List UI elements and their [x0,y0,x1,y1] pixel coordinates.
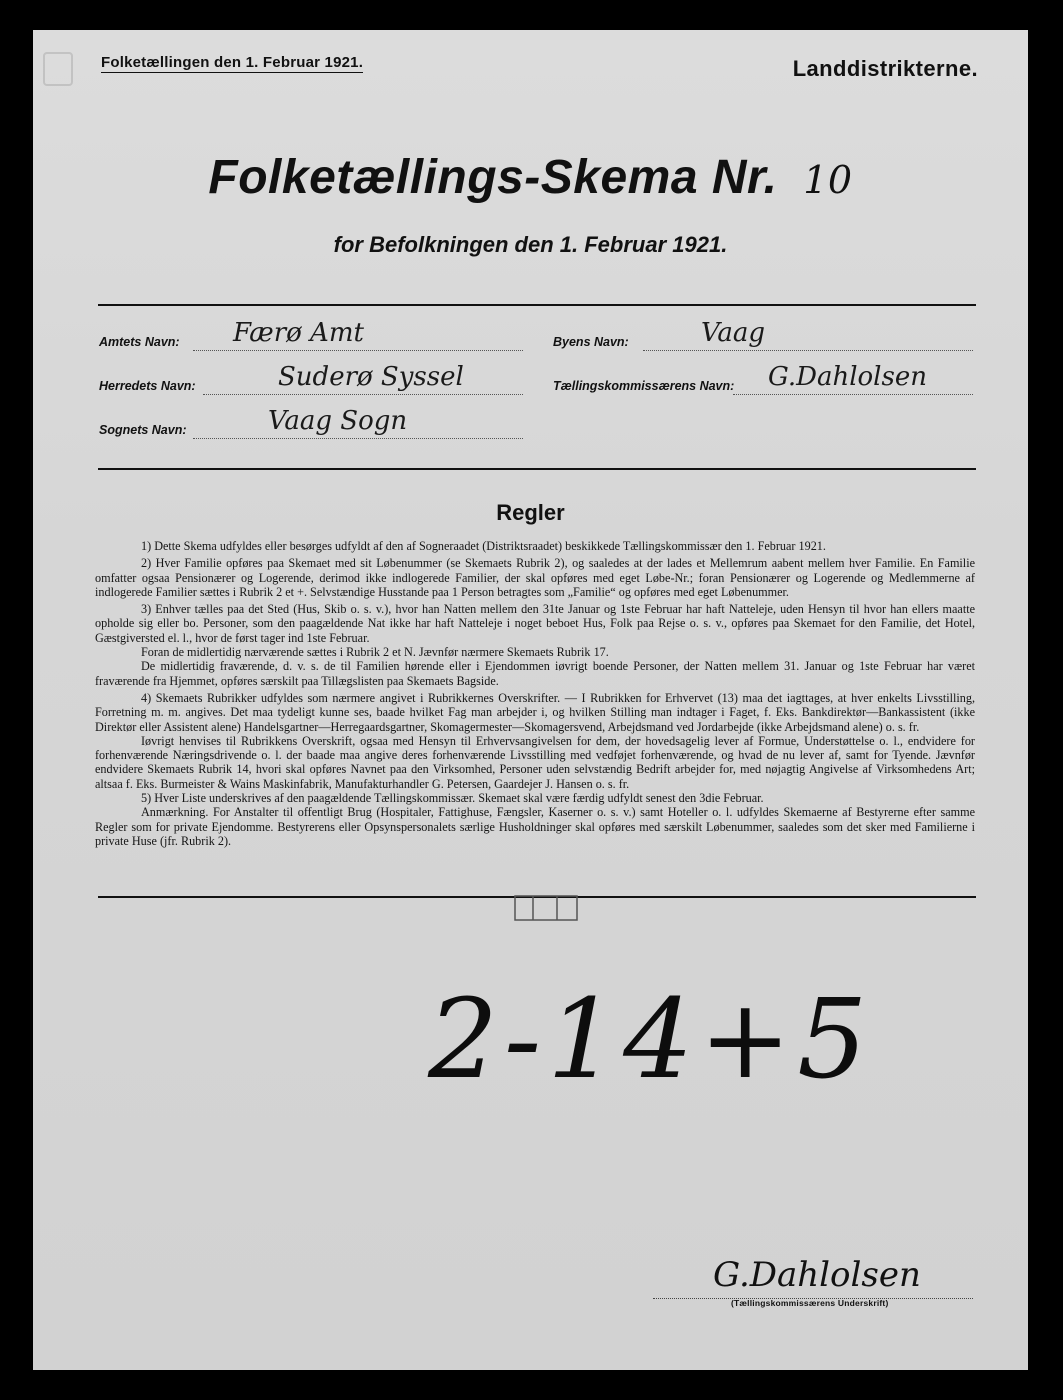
kommissaer-value: G.Dahlolsen [768,362,927,392]
handwritten-count: 2-14+5 [428,975,874,1103]
sogn-value: Vaag Sogn [268,406,408,436]
rule-paragraph: Anmærkning. For Anstalter til offentligt Brug (Hospitaler, Fattighuse, Fængsler, Kaserner o. s. v.) samt Hoteller o. l. udfyldes Skemaerne af Bestyrerne efter samme Regler som for private Ejendomme. Bestyrerens eller Opsynspersonalets særlige Husholdninger skal opføres med særskilt Løbenummer, saaledes som det sker med Familierne i private Huse (jfr. Rubrik 2). [95,805,975,848]
rule-paragraph: 3) Enhver tælles paa det Sted (Hus, Skib o. s. v.), hvor han Natten mellem den 31te Januar og 1ste Februar har haft Natteleje, uden Hensyn til hvor han ellers maatte opholde sig eller bo. Personer, som den paagældende Nat ikke har haft Natteleje i noget beboet Hus, Folk paa Rejse o. s. v., opføres paa Skemaet for den Familie, det Hotel, Gæstgiversted el. l., hvor de først tager ind 1ste Februar. [95,602,975,645]
district-type: Landdistrikterne. [792,56,978,81]
commissioner-signature: G.Dahlolsen [713,1255,921,1295]
rules-title: Regler [496,500,565,525]
sogn-line [193,438,523,439]
kommissaer-line [733,394,973,395]
middle-divider [98,468,976,470]
pencil-box-mark [513,892,583,926]
rules-text [95,539,975,848]
herred-value: Suderø Syssel [278,362,464,392]
amt-line [193,350,523,351]
rule-paragraph: De midlertidig fraværende, d. v. s. de til Familien hørende eller i Ejendommen iøvrigt boende Personer, der Natten mellem 31. Januar og 1ste Februar har været fraværende fra Hjemmet, opføres særskilt paa Tillægslisten paa Skemaets Bagside. [95,659,975,688]
signature-caption: (Tællingskommissærens Underskrift) [731,1298,889,1308]
kommissaer-label: Tællingskommissærens Navn: [553,379,735,393]
rule-paragraph: 2) Hver Familie opføres paa Skemaet med sit Løbenummer (se Skemaets Rubrik 2), og saaledes at der lades et Mellemrum aabent mellem hver Familie. En Familie omfatter ogsaa Pensionærer og Logerende, derimod ikke indlogerede Familier, der skal opføres med eget Løbe-Nr.; foran Pensionærer og Logerende og Medlemmerne af indlogerede Familier sættes i Rubrik 2 et +. Selvstændige Husstande paa 1 Person betragtes som „Familie“ og opføres med eget Løbenummer. [95,556,975,599]
form-title [33,150,1028,205]
form-subtitle: for Befolkningen den 1. Februar 1921. [333,232,728,257]
rule-paragraph: Iøvrigt henvises til Rubrikkens Overskrift, ogsaa med Hensyn til Erhvervsangivelsen for dem, der hovedsagelig lever af Formue, Understøttelse o. l., endvidere for forhenværende Næringsdrivende o. l. der baade maa angive deres forhenværende Livsstilling med vedføjet forhenværende, og hvad de nu lever af, samt for Tyende. Jævnfør endvidere Skemaets Rubrik 14, hvori skal opføres Navnet paa den Virksomhed, Personer uden selvstændig Bedrift arbejder for, med nøjagtig Angivelse af Virksomhedens Art; altsaa f. Eks. Burmeister & Wains Maskinfabrik, Manufakturhandler G. Petersen, Gaardejer J. Hansen o. s. fr. [95,733,975,791]
amt-label: Amtets Navn: [99,335,180,349]
form-title-text: Folketællings-Skema Nr. [208,151,778,204]
census-label: Folketællingen den 1. Februar 1921. [101,54,364,71]
herred-label: Herredets Navn: [99,379,196,393]
rule-paragraph: 1) Dette Skema udfyldes eller besørges udfyldt af den af Sogneraadet (Distriktsraadet) beskikkede Tællingskommissær den 1. Februar 1921. [141,539,826,553]
herred-line [203,394,523,395]
by-value: Vaag [701,318,766,348]
by-label: Byens Navn: [553,335,629,349]
amt-value: Færø Amt [233,318,364,348]
by-line [643,350,973,351]
form-number-handwritten: 10 [803,158,853,202]
rule-paragraph: 5) Hver Liste underskrives af den paagældende Tællingskommissær. Skemaet skal være færdig udfyldt senest den 3die Februar. [141,791,764,806]
census-form-page [33,30,1028,1370]
top-divider [98,304,976,306]
sogn-label: Sognets Navn: [99,423,187,437]
rule-paragraph: 4) Skemaets Rubrikker udfyldes som nærmere angivet i Rubrikkernes Overskrifter. — I Rubrikken for Erhvervet (13) maa det iagttages, at hver enkelts Livsstilling, Forretning m. m. angives. Det maa tydeligt kunne ses, baade hvilket Fag man arbejder i, og hvilken Stilling man indtager i Faget, f. Eks. Bankdirektør—Bankassistent (ikke Direktør eller Assistent alene) Handelsgartner—Herregaardsgartner, Skomagermester—Skomagersvend, Arbejdsmand ved Jordarbejde (ikke Arbejdsmand alene) o. s. fr. [95,690,975,734]
corner-stamp-mark [43,52,73,86]
rule-paragraph: Foran de midlertidig nærværende sættes i Rubrik 2 et N. Jævnfør nærmere Skemaets Rubrik 17. [141,645,609,660]
